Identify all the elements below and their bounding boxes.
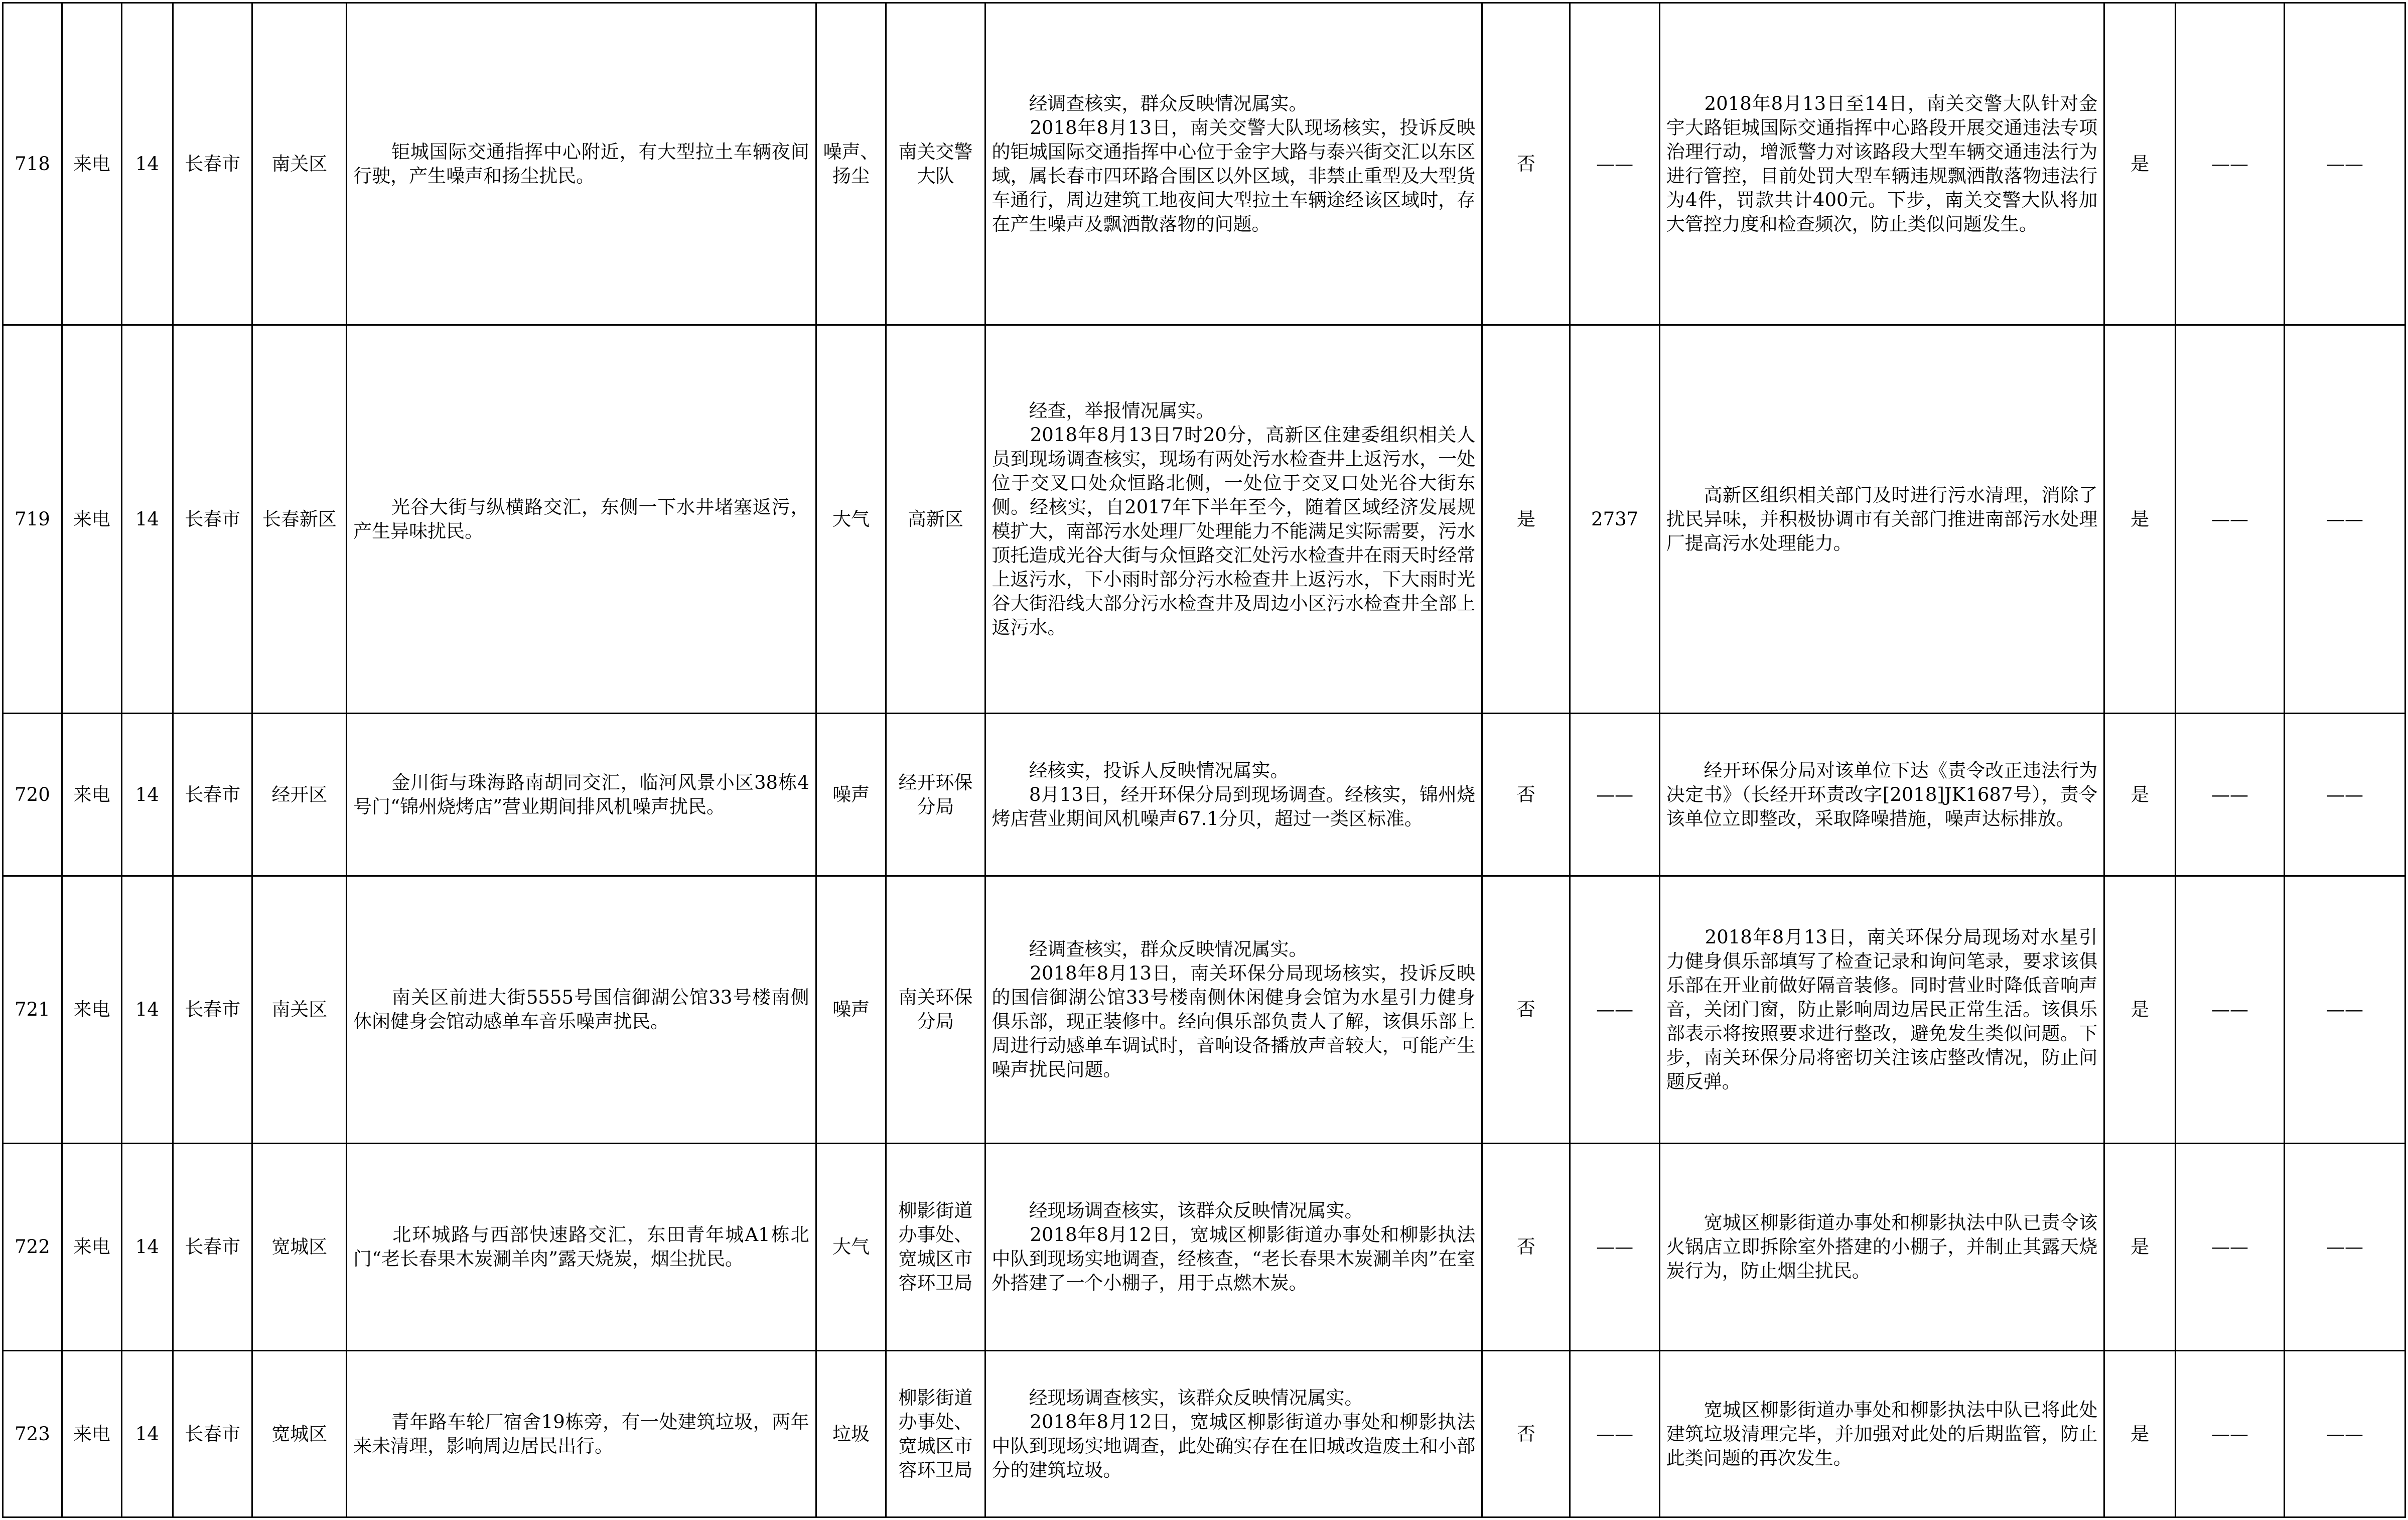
- cell-city: 长春市: [173, 3, 252, 325]
- cell-source: 来电: [62, 1351, 121, 1517]
- cell-handling: 高新区组织相关部门及时进行污水清理，消除了扰民异味，并积极协调市有关部门推进南部污水处理厂提高污水处理能力。: [1659, 325, 2104, 714]
- cell-issue: 钜城国际交通指挥中心附近，有大型拉土车辆夜间行驶，产生噪声和扬尘扰民。: [347, 3, 816, 325]
- cell-flag-a: 否: [1482, 3, 1570, 325]
- cell-batch: 14: [121, 876, 173, 1144]
- cell-flag-b: 是: [2104, 3, 2176, 325]
- cell-investigation: 经现场调查核实，该群众反映情况属实。 2018年8月12日，宽城区柳影街道办事处和柳影执法中队到现场实地调查，经核查，“老长春果木炭涮羊肉”在室外搭建了一个小棚子，用于点燃木炭。: [985, 1144, 1482, 1351]
- cell-city: 长春市: [173, 1144, 252, 1351]
- table-row: [3, 1351, 2405, 1517]
- cell-handling: 经开环保分局对该单位下达《责令改正违法行为决定书》（长经开环责改字[2018]JK1687号），责令该单位立即整改，采取降噪措施，噪声达标排放。: [1659, 714, 2104, 876]
- cell-responsible-unit: 经开环保分局: [886, 714, 985, 876]
- cell-investigation: 经调查核实，群众反映情况属实。 2018年8月13日，南关交警大队现场核实，投诉反映的钜城国际交通指挥中心位于金宇大路与泰兴街交汇以东区域，属长春市四环路合围区以外区域，非禁止重型及大型货车通行，周边建筑工地夜间大型拉土车辆途经该区域时，存在产生噪声及飘洒散落物的问题。: [985, 3, 1482, 325]
- cell-investigation: 经核实，投诉人反映情况属实。 8月13日，经开环保分局到现场调查。经核实，锦州烧烤店营业期间风机噪声67.1分贝，超过一类区标准。: [985, 714, 1482, 876]
- cell-handling: 宽城区柳影街道办事处和柳影执法中队已将此处建筑垃圾清理完毕，并加强对此处的后期监管，防止此类问题的再次发生。: [1659, 1351, 2104, 1517]
- cell-batch: 14: [121, 714, 173, 876]
- cell-flag-a: 否: [1482, 1351, 1570, 1517]
- cell-city: 长春市: [173, 325, 252, 714]
- cell-col14: ——: [2285, 3, 2405, 325]
- cell-responsible-unit: 柳影街道办事处、宽城区市容环卫局: [886, 1351, 985, 1517]
- cell-pollution-type: 噪声: [816, 876, 886, 1144]
- table-row: [3, 876, 2405, 1144]
- cell-flag-b: 是: [2104, 714, 2176, 876]
- cell-issue: 青年路车轮厂宿舍19栋旁，有一处建筑垃圾，两年来未清理，影响周边居民出行。: [347, 1351, 816, 1517]
- cell-batch: 14: [121, 1351, 173, 1517]
- cell-col13: ——: [2176, 325, 2285, 714]
- cell-district: 南关区: [252, 3, 347, 325]
- cell-pollution-type: 大气: [816, 1144, 886, 1351]
- cell-pollution-type: 噪声、扬尘: [816, 3, 886, 325]
- cell-source: 来电: [62, 3, 121, 325]
- cell-city: 长春市: [173, 876, 252, 1144]
- cell-pollution-type: 噪声: [816, 714, 886, 876]
- cell-pollution-type: 大气: [816, 325, 886, 714]
- table-row: [3, 714, 2405, 876]
- cell-case-number: ——: [1570, 876, 1659, 1144]
- cell-investigation: 经查，举报情况属实。 2018年8月13日7时20分，高新区住建委组织相关人员到现场调查核实，现场有两处污水检查井上返污水，一处位于交叉口处众恒路北侧，一处位于交叉口处光谷大街东侧。经核实，自2017年下半年至今，随着区域经济发展规模扩大，南部污水处理厂处理能力不能满足实际需要，污水顶托造成光谷大街与众恒路交汇处污水检查井在雨天时经常上返污水，下小雨时部分污水检查井上返污水，下大雨时光谷大街沿线大部分污水检查井及周边小区污水检查井全部上返污水。: [985, 325, 1482, 714]
- cell-col14: ——: [2285, 325, 2405, 714]
- cell-investigation: 经现场调查核实，该群众反映情况属实。 2018年8月12日，宽城区柳影街道办事处和柳影执法中队到现场实地调查，此处确实存在在旧城改造废土和小部分的建筑垃圾。: [985, 1351, 1482, 1517]
- cell-col13: ——: [2176, 1144, 2285, 1351]
- cell-pollution-type: 垃圾: [816, 1351, 886, 1517]
- cell-issue: 光谷大街与纵横路交汇，东侧一下水井堵塞返污，产生异味扰民。: [347, 325, 816, 714]
- cell-col13: ——: [2176, 876, 2285, 1144]
- cell-district: 长春新区: [252, 325, 347, 714]
- table-row: [3, 1144, 2405, 1351]
- cell-number: 720: [3, 714, 62, 876]
- cell-flag-b: 是: [2104, 876, 2176, 1144]
- cell-number: 723: [3, 1351, 62, 1517]
- cell-source: 来电: [62, 876, 121, 1144]
- cell-district: 经开区: [252, 714, 347, 876]
- cell-col14: ——: [2285, 1144, 2405, 1351]
- table-row: [3, 325, 2405, 714]
- table-body: [3, 3, 2405, 1517]
- cell-issue: 金川街与珠海路南胡同交汇，临河风景小区38栋4号门“锦州烧烤店”营业期间排风机噪声扰民。: [347, 714, 816, 876]
- cell-col14: ——: [2285, 1351, 2405, 1517]
- cell-batch: 14: [121, 3, 173, 325]
- cell-responsible-unit: 高新区: [886, 325, 985, 714]
- table-row: [3, 3, 2405, 325]
- cell-number: 721: [3, 876, 62, 1144]
- cell-flag-a: 否: [1482, 714, 1570, 876]
- cell-case-number: 2737: [1570, 325, 1659, 714]
- cell-district: 南关区: [252, 876, 347, 1144]
- cell-flag-b: 是: [2104, 1144, 2176, 1351]
- cell-district: 宽城区: [252, 1144, 347, 1351]
- cell-col13: ——: [2176, 714, 2285, 876]
- cell-investigation: 经调查核实，群众反映情况属实。 2018年8月13日，南关环保分局现场核实，投诉反映的国信御湖公馆33号楼南侧休闲健身会馆为水星引力健身俱乐部，现正装修中。经向俱乐部负责人了解，该俱乐部上周进行动感单车调试时，音响设备播放声音较大，可能产生噪声扰民问题。: [985, 876, 1482, 1144]
- cell-source: 来电: [62, 325, 121, 714]
- cell-number: 722: [3, 1144, 62, 1351]
- cell-batch: 14: [121, 1144, 173, 1351]
- complaint-table: [2, 2, 2406, 1518]
- cell-case-number: ——: [1570, 714, 1659, 876]
- cell-issue: 南关区前进大街5555号国信御湖公馆33号楼南侧休闲健身会馆动感单车音乐噪声扰民。: [347, 876, 816, 1144]
- cell-flag-a: 是: [1482, 325, 1570, 714]
- cell-batch: 14: [121, 325, 173, 714]
- cell-handling: 2018年8月13日至14日，南关交警大队针对金宇大路钜城国际交通指挥中心路段开展交通违法专项治理行动，增派警力对该路段大型车辆交通违法行为进行管控，目前处罚大型车辆违规飘洒散落物违法行为4件，罚款共计400元。下步，南关交警大队将加大管控力度和检查频次，防止类似问题发生。: [1659, 3, 2104, 325]
- cell-col13: ——: [2176, 1351, 2285, 1517]
- cell-col14: ——: [2285, 714, 2405, 876]
- cell-flag-a: 否: [1482, 1144, 1570, 1351]
- cell-source: 来电: [62, 1144, 121, 1351]
- cell-responsible-unit: 柳影街道办事处、宽城区市容环卫局: [886, 1144, 985, 1351]
- cell-flag-b: 是: [2104, 325, 2176, 714]
- cell-handling: 宽城区柳影街道办事处和柳影执法中队已责令该火锅店立即拆除室外搭建的小棚子，并制止其露天烧炭行为，防止烟尘扰民。: [1659, 1144, 2104, 1351]
- cell-col13: ——: [2176, 3, 2285, 325]
- cell-city: 长春市: [173, 1351, 252, 1517]
- cell-case-number: ——: [1570, 1144, 1659, 1351]
- cell-city: 长春市: [173, 714, 252, 876]
- cell-district: 宽城区: [252, 1351, 347, 1517]
- cell-flag-b: 是: [2104, 1351, 2176, 1517]
- cell-col14: ——: [2285, 876, 2405, 1144]
- cell-responsible-unit: 南关交警大队: [886, 3, 985, 325]
- cell-number: 718: [3, 3, 62, 325]
- cell-number: 719: [3, 325, 62, 714]
- cell-responsible-unit: 南关环保分局: [886, 876, 985, 1144]
- cell-handling: 2018年8月13日，南关环保分局现场对水星引力健身俱乐部填写了检查记录和询问笔录，要求该俱乐部在开业前做好隔音装修。同时营业时降低音响声音，关闭门窗，防止影响周边居民正常生活。该俱乐部表示将按照要求进行整改，避免发生类似问题。下步，南关环保分局将密切关注该店整改情况，防止问题反弹。: [1659, 876, 2104, 1144]
- cell-case-number: ——: [1570, 3, 1659, 325]
- cell-flag-a: 否: [1482, 876, 1570, 1144]
- cell-source: 来电: [62, 714, 121, 876]
- cell-case-number: ——: [1570, 1351, 1659, 1517]
- cell-issue: 北环城路与西部快速路交汇，东田青年城A1栋北门“老长春果木炭涮羊肉”露天烧炭，烟尘扰民。: [347, 1144, 816, 1351]
